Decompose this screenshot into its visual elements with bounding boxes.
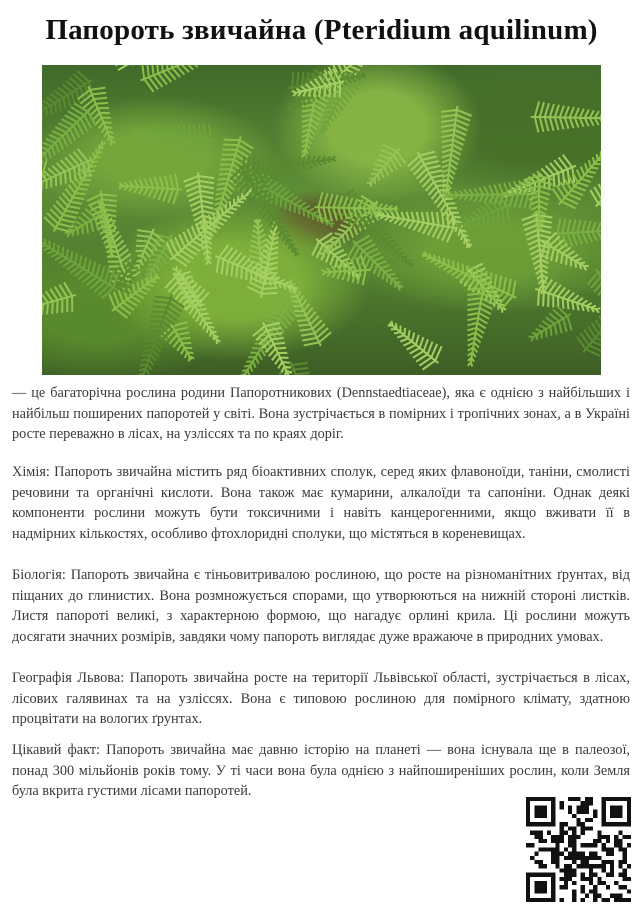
geography-paragraph: Географія Львова: Папороть звичайна росте на території Львівської області, зустрічається в лісах, лісових галявинах та на узліссях. Вона є типовою рослиною для помірного клімату, здатною процвітати на вологих ґрунтах. xyxy=(12,670,630,727)
fun-fact-paragraph: Цікавий факт: Папороть звичайна має давню історію на планеті — вона існувала ще в палеозої, понад 300 мільйонів років тому. У ті часи вона була однією з найпоширеніших рослин, коли Земля була вкрита густими лісами папоротей. xyxy=(12,742,630,799)
chemistry-paragraph: Хімія: Папороть звичайна містить ряд біоактивних сполук, серед яких флавоноїди, таніни, смолисті речовини та органічні кислоти. Вона також має кумарини, алкалоїди та сапоніни. Однак деякі компоненти рослини можуть бути токсичними і навіть канцерогенними, якщо вживати її в надмірних кількостях, особливо фтохлоридні сполуки, що містяться в кореневищах. xyxy=(12,464,630,542)
fern-photo xyxy=(42,65,601,375)
fern-photo-illustration xyxy=(42,65,601,375)
qr-code[interactable] xyxy=(526,797,631,902)
intro-paragraph: — це багаторічна рослина родини Папоротникових (Dennstaedtiaceae), яка є однією з найбільших і найбільш поширених папоротей у світі. Вона зустрічається в помірних і тропічних зонах, а в Україні росте переважно в лісах, на узліссях та по краях доріг. xyxy=(12,385,630,442)
biology-paragraph: Біологія: Папороть звичайна є тіньовитривалою рослиною, що росте на різноманітних ґрунтах, від піщаних до глинистих. Вона розмножується спорами, що утворюються на нижній стороні листків. Листя папороті великі, з характерною формою, що нагадує орлині крила. Ці рослини можуть досягати значних розмірів, завдяки чому папороть виглядає дуже вражаюче в природних умовах. xyxy=(12,567,630,645)
page-title: Папороть звичайна (Pteridium aquilinum) xyxy=(45,14,598,46)
